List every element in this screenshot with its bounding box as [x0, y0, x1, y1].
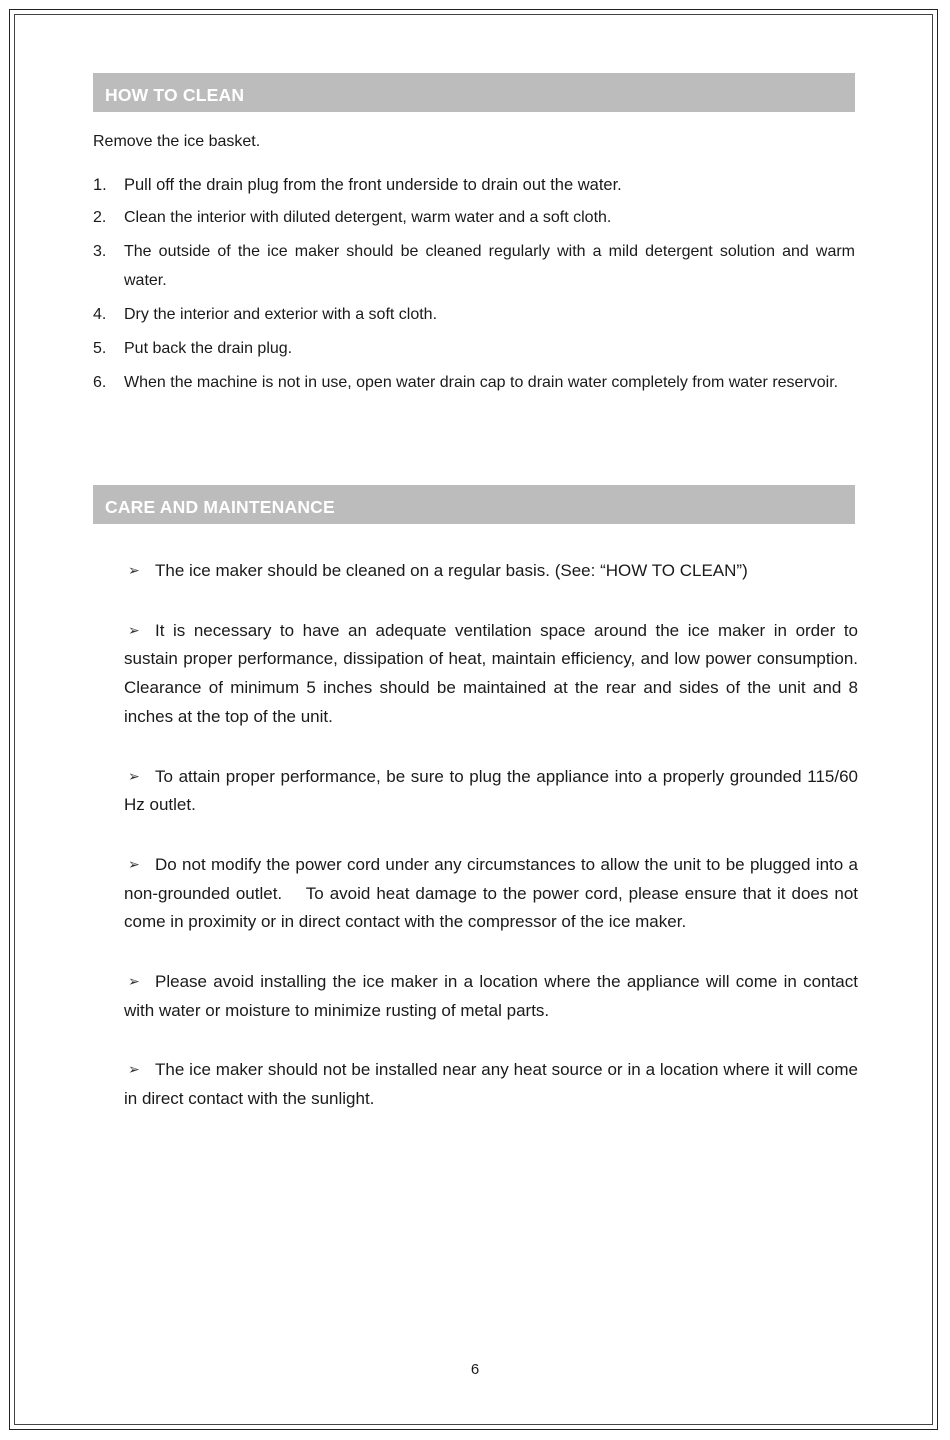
- care-bullet-text: The ice maker should be cleaned on a regular basis. (See: “HOW TO CLEAN”): [155, 561, 748, 580]
- step-number: 3.: [93, 243, 107, 260]
- step-item: [93, 368, 855, 397]
- care-and-maintenance-heading: CARE AND MAINTENANCE: [93, 485, 855, 524]
- care-bullet-item: [124, 556, 858, 586]
- step-number: 5.: [93, 340, 107, 357]
- care-bullet-item: [124, 967, 858, 1025]
- care-bullet-text: To attain proper performance, be sure to plug the appliance into a properly grounded 115/60 Hz outlet.: [124, 766, 858, 815]
- step-number: 1.: [93, 176, 107, 194]
- arrow-bullet-icon: ➢: [128, 1061, 140, 1078]
- care-bullet-text: Please avoid installing the ice maker in a location where the appliance will come in contact with water or moisture to minimize rusting of metal parts.: [124, 972, 858, 1020]
- arrow-bullet-icon: ➢: [128, 767, 140, 784]
- care-bullet-item: [124, 850, 863, 937]
- care-and-maintenance-list: [124, 556, 877, 1144]
- arrow-bullet-icon: ➢: [128, 973, 140, 990]
- step-text: Dry the interior and exterior with a soft cloth.: [124, 306, 438, 323]
- step-text: When the machine is not in use, open water drain cap to drain water completely from water reservoir.: [124, 374, 839, 391]
- step-item: [93, 203, 855, 232]
- arrow-bullet-icon: ➢: [128, 562, 140, 578]
- step-text: Put back the drain plug.: [124, 340, 293, 357]
- page-number: 6: [470, 1361, 480, 1378]
- how-to-clean-intro: Remove the ice basket.: [93, 133, 261, 150]
- care-bullet-text: The ice maker should not be installed near any heat source or in a location where it will come in direct contact with the sunlight.: [124, 1060, 858, 1109]
- how-to-clean-steps: [93, 172, 855, 402]
- step-item: [93, 237, 855, 295]
- step-item: [93, 300, 855, 329]
- care-bullet-item: [124, 616, 877, 732]
- care-bullet-text: It is necessary to have an adequate ventilation space around the ice maker in order to sustain proper performance, dissipation of heat, maintain efficiency, and low power consumption. Clearance of minimum 5 inches should be maintained at the rear and sides of the unit and 8 inches at the top of the unit.: [124, 620, 877, 726]
- care-bullet-text: Do not modify the power cord under any circumstances to allow the unit to be plugged into a non-grounded outlet. To avoid heat damage to the power cord, please ensure that it does not come in proximity or in direct contact with the compressor of the ice maker.: [124, 854, 863, 932]
- step-text: Clean the interior with diluted detergent, warm water and a soft cloth.: [124, 209, 612, 226]
- step-item: [93, 334, 855, 363]
- step-item: [93, 172, 855, 198]
- arrow-bullet-icon: ➢: [128, 855, 140, 872]
- care-bullet-item: [124, 762, 858, 820]
- how-to-clean-heading: HOW TO CLEAN: [93, 73, 855, 112]
- step-number: 2.: [93, 209, 107, 226]
- care-bullet-item: [124, 1055, 858, 1113]
- arrow-bullet-icon: ➢: [128, 621, 140, 638]
- step-text: The outside of the ice maker should be cleaned regularly with a mild detergent solution and warm water.: [124, 243, 855, 289]
- step-number: 4.: [93, 306, 107, 323]
- step-text: Pull off the drain plug from the front underside to drain out the water.: [124, 176, 622, 194]
- step-number: 6.: [93, 374, 107, 391]
